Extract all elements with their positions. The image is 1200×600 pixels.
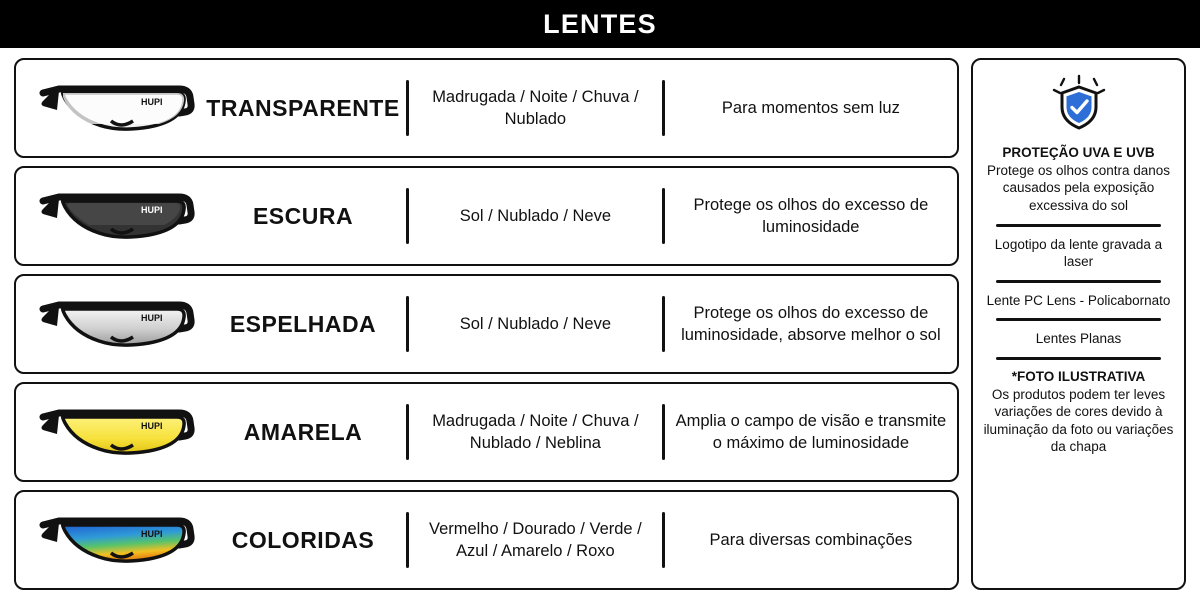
divider (996, 318, 1161, 321)
lens-description: Para diversas combinações (709, 530, 913, 549)
photo-disclaimer-block (983, 369, 1174, 456)
sunglasses-yellow-icon (29, 401, 199, 463)
svg-text:HUPI: HUPI (141, 529, 163, 539)
lens-conditions: Sol / Nublado / Neve (459, 206, 612, 225)
svg-text:HUPI: HUPI (141, 205, 163, 215)
lens-table (14, 58, 959, 590)
lens-material-text: Lente PC Lens - Policabornato (986, 292, 1171, 308)
lens-description: Protege os olhos do excesso de luminosidade (693, 195, 929, 236)
laser-text: Logotipo da lente gravada a laser (994, 236, 1163, 270)
lens-name: TRANSPARENTE (206, 94, 400, 121)
table-row (14, 382, 959, 482)
sunglasses-mirrored-icon (29, 293, 199, 355)
lens-conditions: Madrugada / Noite / Chuva / Nublado / Neblina (432, 411, 639, 452)
table-row (14, 166, 959, 266)
uv-text: Protege os olhos contra danos causados pela exposição excessiva do sol (986, 162, 1171, 213)
lens-image-cell (16, 185, 206, 247)
lens-conditions: Madrugada / Noite / Chuva / Nublado (432, 87, 639, 128)
lens-conditions: Vermelho / Dourado / Verde / Azul / Amarelo / Roxo (428, 519, 642, 560)
features-panel (971, 58, 1186, 590)
page-header (0, 0, 1200, 48)
divider (996, 357, 1161, 360)
photo-title: *FOTO ILUSTRATIVA (1011, 368, 1146, 384)
page-title: LENTES (543, 8, 657, 39)
divider (996, 224, 1161, 227)
lens-image-cell (16, 77, 206, 139)
svg-text:HUPI: HUPI (141, 97, 163, 107)
svg-text:HUPI: HUPI (141, 421, 163, 431)
svg-text:HUPI: HUPI (141, 313, 163, 323)
sunglasses-dark-icon (29, 185, 199, 247)
lens-name: COLORIDAS (231, 526, 375, 553)
lens-image-cell (16, 509, 206, 571)
lens-name: AMARELA (243, 418, 363, 445)
lens-conditions: Sol / Nublado / Neve (459, 314, 612, 333)
lens-name: ESCURA (252, 202, 354, 229)
table-row (14, 490, 959, 590)
lens-image-cell (16, 401, 206, 463)
lens-name: ESPELHADA (229, 310, 377, 337)
table-row (14, 58, 959, 158)
uv-shield-icon (1048, 74, 1110, 139)
flat-lens-block (983, 330, 1174, 348)
flat-lens-text: Lentes Planas (1035, 331, 1122, 347)
uv-title: PROTEÇÃO UVA E UVB (1002, 145, 1155, 160)
table-row (14, 274, 959, 374)
lens-image-cell (16, 293, 206, 355)
sunglasses-transparent-icon (29, 77, 199, 139)
lens-material-block (983, 292, 1174, 310)
lens-description: Protege os olhos do excesso de luminosidade, absorve melhor o sol (681, 303, 941, 344)
sunglasses-colored-icon (29, 509, 199, 571)
content-area (0, 48, 1200, 600)
lens-description: Para momentos sem luz (721, 98, 900, 117)
photo-text: Os produtos podem ter leves variações de cores devido à iluminação da foto ou variações da chapa (983, 386, 1174, 455)
lens-description: Amplia o campo de visão e transmite o máximo de luminosidade (675, 411, 947, 452)
uv-protection-block (983, 145, 1174, 215)
divider (996, 280, 1161, 283)
laser-logo-block (983, 236, 1174, 271)
